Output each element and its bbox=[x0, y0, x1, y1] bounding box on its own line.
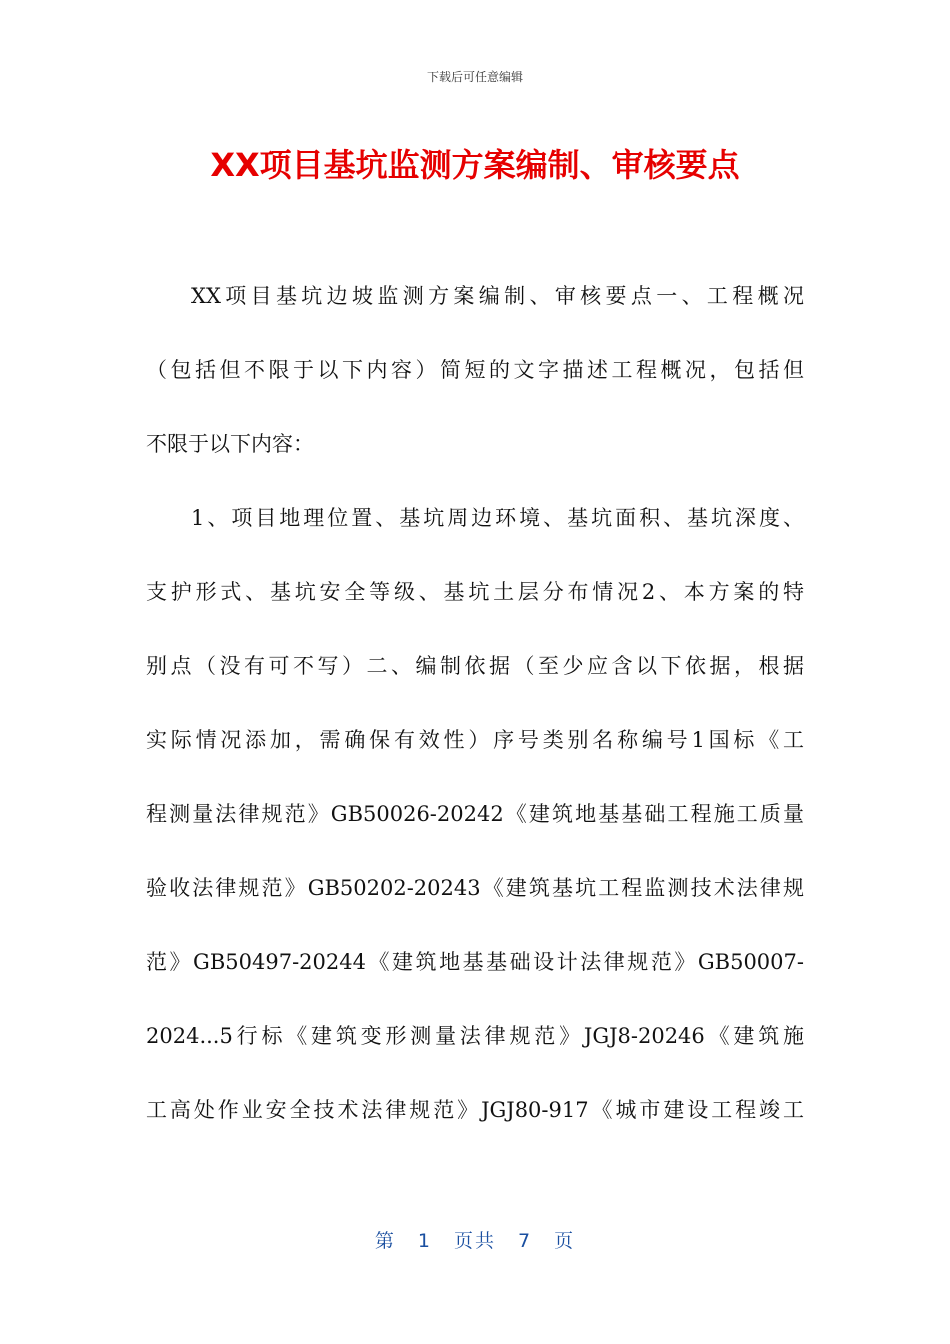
paragraph-2-line-9: 工高处作业安全技术法律规范》JGJ80-917《城市建设工程竣工 bbox=[146, 1098, 804, 1122]
paragraph-2-line-2: 支护形式、基坑安全等级、基坑土层分布情况2、本方案的特 bbox=[146, 580, 804, 604]
paragraph-2-line-7: 范》GB50497-20244《建筑地基基础设计法律规范》GB50007- bbox=[146, 950, 804, 974]
paragraph-2-line-1: 1、项目地理位置、基坑周边环境、基坑面积、基坑深度、 bbox=[191, 506, 804, 530]
footer-page-number: 1 bbox=[417, 1230, 432, 1252]
paragraph-2-line-3: 别点（没有可不写）二、编制依据（至少应含以下依据，根据 bbox=[146, 654, 804, 678]
paragraph-1-line-2: （包括但不限于以下内容）简短的文字描述工程概况，包括但 bbox=[146, 358, 804, 382]
paragraph-2-line-5: 程测量法律规范》GB50026-20242《建筑地基基础工程施工质量 bbox=[146, 802, 804, 826]
paragraph-1-line-1: XX项目基坑边坡监测方案编制、审核要点一、工程概况 bbox=[191, 284, 804, 308]
footer-suffix: 页 bbox=[554, 1230, 576, 1252]
footer-total-pages: 7 bbox=[518, 1230, 533, 1252]
document-title: XX项目基坑监测方案编制、审核要点 bbox=[210, 146, 740, 184]
footer-mid: 页共 bbox=[453, 1230, 496, 1252]
footer-prefix: 第 bbox=[374, 1230, 396, 1252]
header-note: 下载后可任意编辑 bbox=[426, 70, 523, 84]
document-body bbox=[146, 270, 804, 1158]
paragraph-2-line-4: 实际情况添加，需确保有效性）序号类别名称编号1国标《工 bbox=[146, 728, 804, 752]
page-footer bbox=[0, 1226, 950, 1253]
paragraph-2-line-6: 验收法律规范》GB50202-20243《建筑基坑工程监测技术法律规 bbox=[146, 876, 804, 900]
paragraph-2-line-8: 2024...5行标《建筑变形测量法律规范》JGJ8-20246《建筑施 bbox=[146, 1024, 804, 1048]
paragraph-1-line-3: 不限于以下内容： bbox=[146, 432, 314, 456]
